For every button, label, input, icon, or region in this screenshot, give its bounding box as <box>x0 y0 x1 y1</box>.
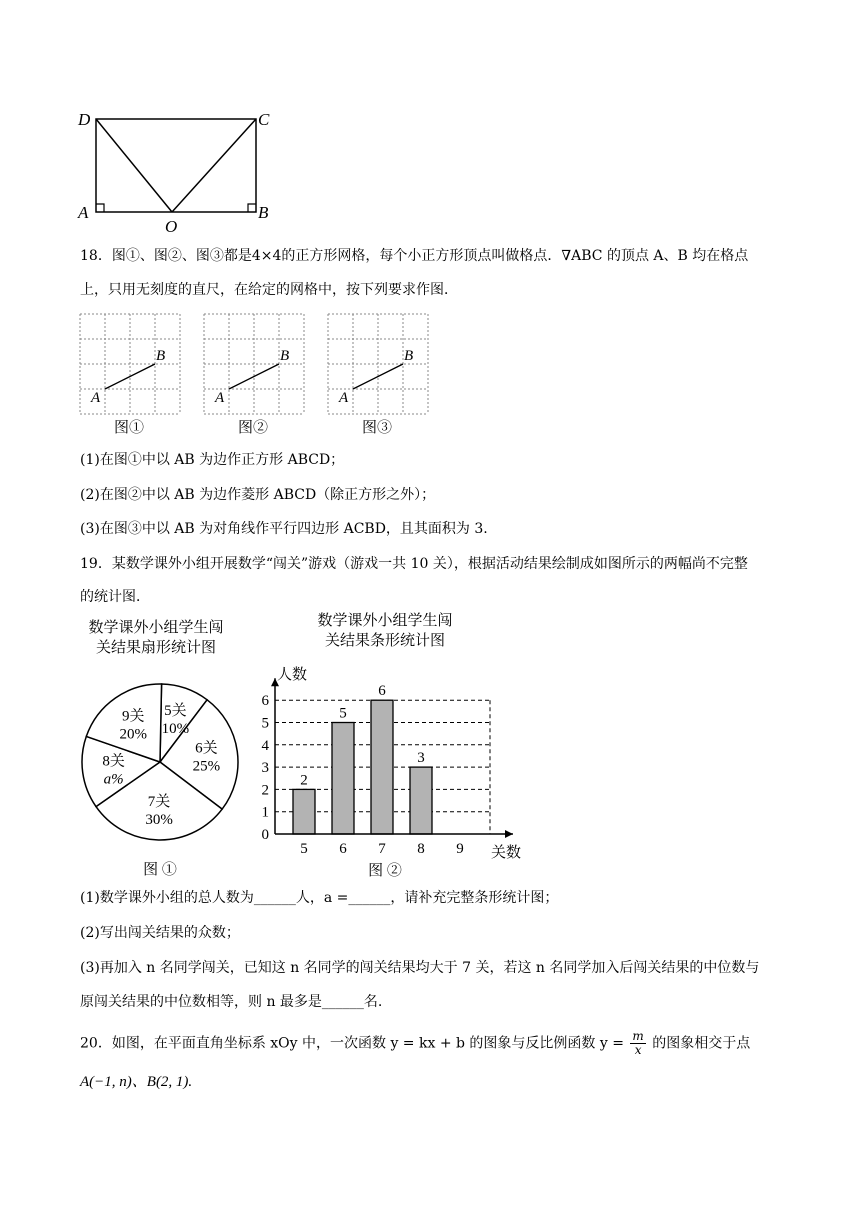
bar-data-label: 6 <box>378 683 386 700</box>
q20-fraction <box>630 1030 645 1057</box>
bar-data-label: 3 <box>417 750 425 767</box>
bar <box>293 789 315 834</box>
grid1-caption: 图① <box>114 420 145 436</box>
bar-data-label: 2 <box>300 772 308 789</box>
pie-slice-name: 7关 <box>147 793 171 810</box>
pie-slice-name: 8关 <box>102 753 125 770</box>
q20-line2: A(−1, n)、B(2, 1). <box>80 1074 193 1090</box>
bar-title-2: 关结果条形统计图 <box>324 633 446 649</box>
pie-caption: 图 ① <box>143 862 177 878</box>
x-tick-label: 6 <box>339 841 347 857</box>
q18-sub2: (2)在图②中以 AB 为边作菱形 ABCD（除正方形之外）； <box>80 487 436 503</box>
bar-data-label: 5 <box>339 705 347 722</box>
y-tick-label: 3 <box>261 760 269 777</box>
bar-ylabel: 人数 <box>277 667 308 683</box>
q18-line1-a: 18．图①、图②、图③都是4×4的正方形网格，每个小正方形顶点叫做格点． <box>80 248 562 264</box>
bar-chart <box>255 605 540 885</box>
grid3-label-B: B <box>404 348 414 364</box>
grid-figure-2 <box>202 312 312 437</box>
bar-xlabel: 关数 <box>491 845 522 861</box>
y-tick-label: 6 <box>261 693 269 710</box>
grid2-label-B: B <box>280 348 290 364</box>
y-tick-label: 0 <box>261 827 269 843</box>
q20-line1 <box>80 1030 750 1057</box>
y-tick-label: 1 <box>261 804 269 821</box>
grid-figure-3 <box>326 312 436 437</box>
pie-slice-pct: a% <box>103 771 124 788</box>
q18-sub1: (1)在图①中以 AB 为边作正方形 ABCD； <box>80 452 345 468</box>
pie-slice-name: 6关 <box>195 740 218 757</box>
grid2-label-A: A <box>215 390 225 406</box>
grid1-label-B: B <box>156 348 166 364</box>
q19-sub3-l1: (3)再加入 n 名同学闯关，已知这 n 名同学的闯关结果均大于 7 关，若这 n 名同学加入后闯关结果的中位数与 <box>80 960 760 976</box>
x-tick-label: 7 <box>378 841 386 857</box>
q19-sub1: (1)数学课外小组的总人数为______人，a =______，请补充完整条形统计图； <box>80 890 559 906</box>
grid2-caption: 图② <box>238 420 269 436</box>
label-C: C <box>258 110 270 129</box>
y-tick-label: 2 <box>261 782 269 799</box>
label-B: B <box>258 203 269 222</box>
pie-slice-name: 9关 <box>121 708 145 725</box>
q19-line2: 的统计图． <box>80 589 150 605</box>
q18-line1 <box>80 246 748 266</box>
q18-sub3: (3)在图③中以 AB 为对角线作平行四边形 ACBD，且其面积为 3. <box>80 521 488 537</box>
pie-chart <box>72 612 252 882</box>
pie-slice-name: 5关 <box>164 702 187 719</box>
label-O: O <box>165 217 178 235</box>
pie-slice-pct: 25% <box>192 758 221 775</box>
label-D: D <box>78 110 91 129</box>
x-tick-label: 9 <box>456 841 464 857</box>
grid1-label-A: A <box>91 390 101 406</box>
pie-slice-pct: 10% <box>161 720 190 737</box>
q20-line1-a: 20．如图，在平面直角坐标系 xOy 中，一次函数 y = kx + b 的图象与反比例函数 y = <box>80 1035 624 1052</box>
q20-line1-b: 的图象相交于点 <box>652 1035 751 1052</box>
grid3-label-A: A <box>339 390 349 406</box>
rectangle-figure <box>70 100 290 235</box>
x-tick-label: 5 <box>300 841 308 857</box>
bar <box>332 723 354 835</box>
pie-slice-pct: 30% <box>145 811 173 828</box>
bar <box>410 767 432 834</box>
q20-frac-den: x <box>634 1043 642 1057</box>
pie-title-2: 关结果扇形统计图 <box>95 640 217 656</box>
q18-line1-b: ∇ABC 的顶点 A、B 均在格点 <box>561 248 749 264</box>
y-tick-label: 5 <box>261 715 269 732</box>
grid3-caption: 图③ <box>362 420 393 436</box>
bar-title-1: 数学课外小组学生闯 <box>317 613 453 629</box>
bar-caption: 图 ② <box>368 863 402 879</box>
pie-slice-pct: 20% <box>119 726 148 743</box>
q19-sub2: (2)写出闯关结果的众数； <box>80 925 240 941</box>
x-axis-arrow <box>505 830 513 838</box>
y-tick-label: 4 <box>261 737 269 754</box>
grid-figure-1 <box>78 312 188 437</box>
pie-title-1: 数学课外小组学生闯 <box>88 620 224 636</box>
q20-frac-num: m <box>632 1029 644 1043</box>
q19-line1: 19．某数学课外小组开展数学“闯关”游戏（游戏一共 10 关），根据活动结果绘制成如图所示的两幅尚不完整 <box>80 556 748 572</box>
q18-line2: 上，只用无刻度的直尺，在给定的网格中，按下列要求作图． <box>80 282 458 298</box>
bar <box>371 700 393 834</box>
q19-sub3-l2: 原闯关结果的中位数相等，则 n 最多是______名. <box>80 994 383 1010</box>
x-tick-label: 8 <box>417 841 425 857</box>
label-A: A <box>78 203 89 222</box>
